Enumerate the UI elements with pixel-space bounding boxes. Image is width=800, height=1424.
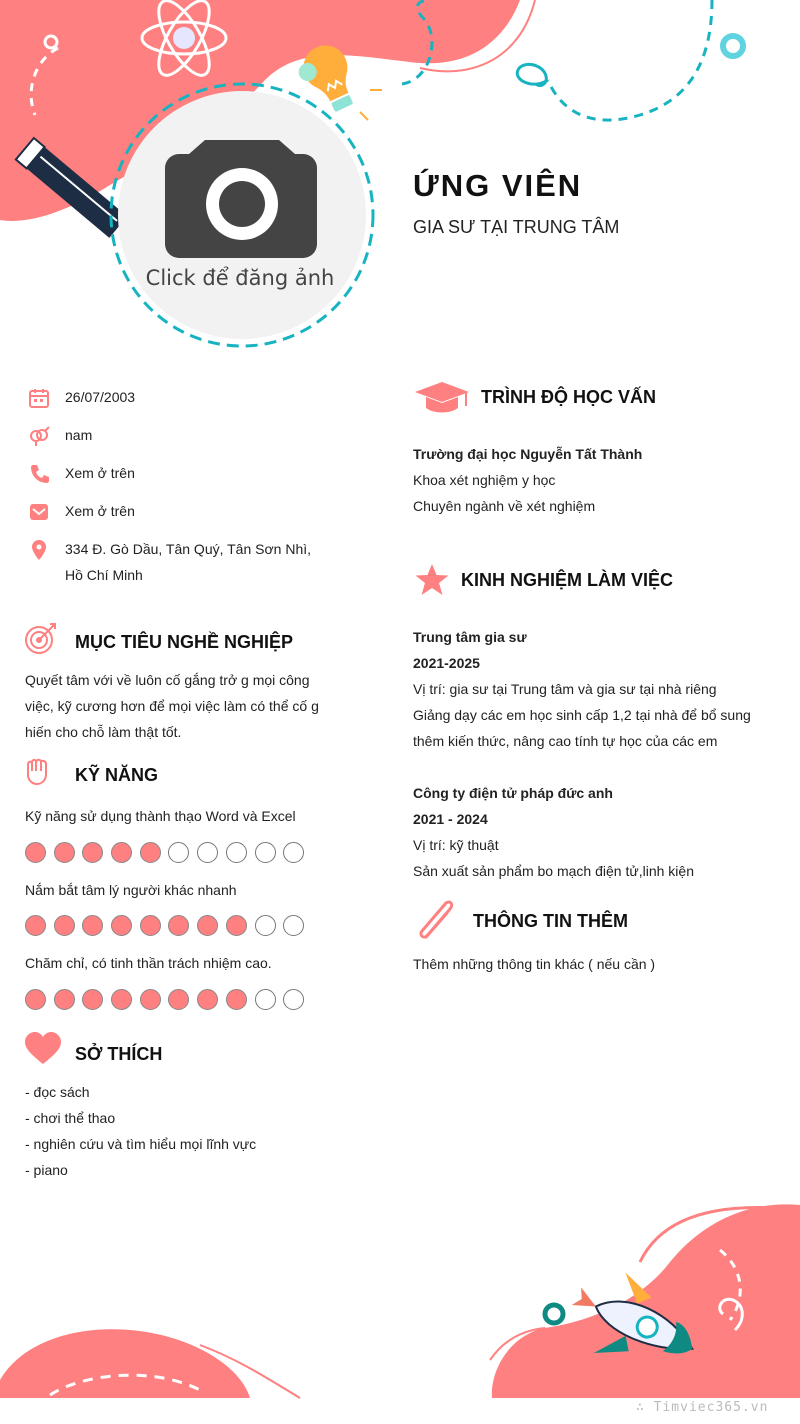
job-period: 2021-2025 [413, 655, 480, 671]
school-name: Trường đại học Nguyễn Tất Thành [413, 446, 643, 462]
skill-name: Chăm chỉ, có tinh thần trách nhiệm cao. [25, 955, 272, 971]
contact-value: 334 Đ. Gò Dầu, Tân Quý, Tân Sơn Nhì, Hồ Chí Minh [65, 541, 312, 583]
rating-dot-filled [226, 989, 247, 1010]
job-period: 2021 - 2024 [413, 811, 488, 827]
heart-icon [24, 1032, 62, 1066]
job-entry [413, 780, 773, 884]
rating-dot-empty [283, 915, 304, 936]
paperclip-icon [414, 899, 460, 943]
rating-dot-empty [168, 842, 189, 863]
extra-title: THÔNG TIN THÊM [473, 911, 628, 931]
location-icon [28, 539, 50, 561]
star-icon [414, 563, 450, 597]
rating-dot-filled [25, 915, 46, 936]
contact-value: nam [65, 427, 93, 443]
contact-value: Xem ở trên [65, 465, 135, 481]
faculty: Khoa xét nghiệm y học [413, 472, 556, 488]
experience-title: KINH NGHIỆM LÀM VIỆC [461, 570, 674, 590]
skill-rating [25, 915, 304, 937]
rating-dot-empty [255, 915, 276, 936]
skill-name: Nắm bắt tâm lý người khác nhanh [25, 882, 237, 898]
rating-dot-filled [25, 989, 46, 1010]
rating-dot-filled [54, 989, 75, 1010]
skill-name: Kỹ năng sử dụng thành thạo Word và Excel [25, 808, 296, 824]
hobby-item: - piano [25, 1162, 68, 1178]
rating-dot-empty [283, 989, 304, 1010]
skills-title: KỸ NĂNG [75, 765, 159, 785]
education-title: TRÌNH ĐỘ HỌC VẤN [481, 387, 656, 407]
camera-icon [165, 140, 317, 258]
job-entry [413, 624, 773, 754]
hobby-item: - nghiên cứu và tìm hiểu mọi lĩnh vực [25, 1136, 257, 1152]
rating-dot-filled [111, 989, 132, 1010]
rating-dot-empty [226, 842, 247, 863]
email-icon [28, 501, 50, 523]
rating-dot-filled [54, 915, 75, 936]
upload-photo-label[interactable]: Click để đăng ảnh [145, 266, 335, 290]
job-position: Vị trí: kỹ thuật [413, 837, 499, 853]
hobbies-title: SỞ THÍCH [75, 1044, 163, 1064]
rating-dot-filled [226, 915, 247, 936]
rating-dot-empty [197, 842, 218, 863]
objective-title: MỤC TIÊU NGHỀ NGHIỆP [75, 632, 294, 652]
rating-dot-empty [255, 989, 276, 1010]
hobbies-list [25, 1079, 345, 1183]
contact-value: Xem ở trên [65, 503, 135, 519]
candidate-name: ỨNG VIÊN [413, 168, 583, 203]
job-company: Công ty điện tử pháp đức anh [413, 785, 613, 801]
rating-dot-filled [197, 915, 218, 936]
watermark: ∴ Timviec365.vn [636, 1400, 769, 1415]
rating-dot-filled [111, 842, 132, 863]
job-position: Vị trí: gia sư tại Trung tâm và gia sư tại nhà riêng [413, 681, 717, 697]
rating-dot-empty [283, 842, 304, 863]
education-details [413, 441, 773, 519]
rating-dot-filled [82, 915, 103, 936]
rating-dot-filled [82, 842, 103, 863]
contact-value: 26/07/2003 [65, 389, 136, 405]
skill-rating [25, 842, 304, 864]
rating-dot-filled [140, 915, 161, 936]
job-description: thêm kiến thức, nâng cao tính tự học của các em [413, 733, 718, 749]
candidate-role: GIA SƯ TẠI TRUNG TÂM [413, 217, 620, 237]
rating-dot-filled [82, 989, 103, 1010]
skill-rating [25, 989, 304, 1011]
job-description: Sản xuất sản phẩm bo mạch điện tử,linh kiện [413, 863, 694, 879]
rating-dot-filled [168, 915, 189, 936]
phone-icon [28, 463, 50, 485]
rating-dot-empty [255, 842, 276, 863]
calendar-icon [28, 387, 50, 409]
hobby-item: - chơi thể thao [25, 1110, 116, 1126]
rating-dot-filled [140, 842, 161, 863]
rating-dot-filled [25, 842, 46, 863]
graduation-cap-icon [414, 380, 470, 414]
rating-dot-filled [140, 989, 161, 1010]
rating-dot-filled [111, 915, 132, 936]
job-company: Trung tâm gia sư [413, 629, 527, 645]
rating-dot-filled [197, 989, 218, 1010]
extra-text: Thêm những thông tin khác ( nếu cần ) [413, 956, 656, 972]
hobby-item: - đọc sách [25, 1084, 90, 1100]
target-icon [24, 622, 58, 656]
objective-text: Quyết tâm với về luôn cố gắng trở g mọi công việc, kỹ cương hơn để mọi việc làm có thể cố g hiến cho chỗ làm thật tốt. [25, 672, 319, 740]
rating-dot-filled [168, 989, 189, 1010]
fist-icon [24, 755, 50, 787]
rating-dot-filled [54, 842, 75, 863]
job-description: Giảng dạy các em học sinh cấp 1,2 tại nhà để bổ sung [413, 707, 751, 723]
major: Chuyên ngành về xét nghiệm [413, 498, 596, 514]
gender-icon [28, 425, 50, 447]
